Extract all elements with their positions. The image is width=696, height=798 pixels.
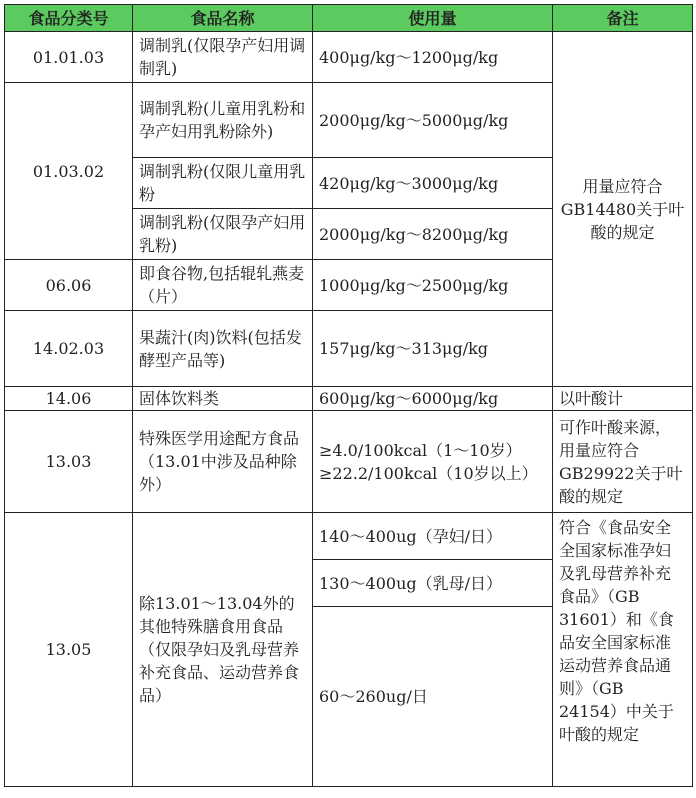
food-name: 即食谷物,包括辊轧燕麦（片） [133,260,313,311]
food-name: 固体饮料类 [133,387,313,411]
table-row [5,32,693,83]
category-code: 14.06 [5,387,133,411]
category-code: 13.03 [5,411,133,513]
table-row [5,387,693,411]
usage-amount: 2000μg/kg～5000μg/kg [313,83,553,158]
category-code: 01.03.02 [5,83,133,260]
usage-amount-daily: 60～260ug/日 [313,607,553,787]
usage-amount: 2000μg/kg～8200μg/kg [313,209,553,260]
usage-amount-pregnant: 140～400ug（孕妇/日） [313,513,553,560]
header-row [5,5,693,32]
usage-amount: 600μg/kg～6000μg/kg [313,387,553,411]
usage-amount [313,411,553,513]
usage-line-age-1-10: ≥4.0/100kcal（1～10岁） [319,440,522,460]
category-code: 01.01.03 [5,32,133,83]
table-row [5,513,693,560]
usage-amount: 157μg/kg～313μg/kg [313,311,553,387]
header-remarks: 备注 [553,5,693,32]
food-name: 果蔬汁(肉)饮料(包括发酵型产品等) [133,311,313,387]
food-name: 调制乳粉(仅限孕产妇用乳粉) [133,209,313,260]
usage-amount: 1000μg/kg～2500μg/kg [313,260,553,311]
merged-remark: 用量应符合GB14480关于叶酸的规定 [553,32,693,387]
header-usage: 使用量 [313,5,553,32]
folic-acid-usage-table [4,4,693,787]
table-row [5,411,693,513]
remark: 符合《食品安全全国家标准孕妇及乳母营养补充食品》（GB 31601）和《食品安全国家标准 运动营养食品通则》（GB 24154）中关于叶酸的规定 [553,513,693,787]
remark: 以叶酸计 [553,387,693,411]
category-code: 14.02.03 [5,311,133,387]
usage-amount: 400μg/kg～1200μg/kg [313,32,553,83]
category-code: 13.05 [5,513,133,787]
food-name: 特殊医学用途配方食品（13.01中涉及品种除外） [133,411,313,513]
category-code: 06.06 [5,260,133,311]
food-name: 除13.01～13.04外的其他特殊膳食用食品（仅限孕妇及乳母营养补充食品、运动营养食品） [133,513,313,787]
header-food-name: 食品名称 [133,5,313,32]
header-category-code: 食品分类号 [5,5,133,32]
food-name: 调制乳粉(儿童用乳粉和孕产妇用乳粉除外) [133,83,313,158]
food-name: 调制乳(仅限孕产妇用调制乳) [133,32,313,83]
usage-line-age-10-plus: ≥22.2/100kcal（10岁以上） [319,463,538,483]
food-name: 调制乳粉(仅限儿童用乳粉 [133,158,313,209]
remark: 可作叶酸来源，用量应符合GB29922关于叶酸的规定 [553,411,693,513]
usage-amount-lactating: 130～400ug（乳母/日） [313,560,553,607]
usage-amount: 420μg/kg～3000μg/kg [313,158,553,209]
